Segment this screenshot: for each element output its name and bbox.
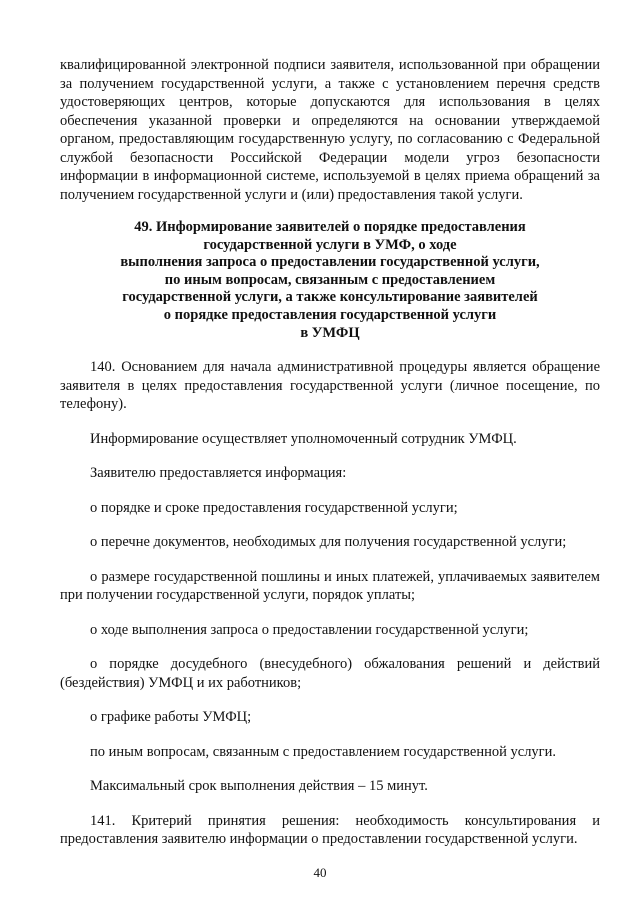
section-heading-line: выполнения запроса о предоставлении государственной услуги, — [120, 254, 540, 271]
section-heading-line: о порядке предоставления государственной услуги — [163, 306, 497, 323]
section-heading — [60, 219, 600, 342]
page-number: 40 — [313, 865, 327, 880]
list-item: о ходе выполнения запроса о предоставлении государственной услуги; — [90, 621, 529, 638]
paragraph: Информирование осуществляет уполномоченный сотрудник УМФЦ. — [90, 430, 517, 447]
list-item: о перечне документов, необходимых для получения государственной услуги; — [90, 534, 567, 551]
list-item: о порядке досудебного (внесудебного) обжалования решений и действий (бездействия) УМФЦ и их работников; — [60, 656, 600, 691]
paragraph: Максимальный срок выполнения действия – 15 минут. — [90, 778, 428, 795]
section-heading-line: по иным вопросам, связанным с предоставлением — [164, 271, 496, 288]
section-heading-line: государственной услуги, а также консультирование заявителей — [122, 289, 538, 306]
list-item: о графике работы УМФЦ; — [90, 709, 252, 726]
paragraph-141: 141. Критерий принятия решения: необходимость консультирования и предоставления заявителю информации о предоставлении государственной услуги. — [60, 812, 600, 848]
section-heading-line: государственной услуги в УМФ, о ходе — [203, 236, 457, 253]
list-item: о порядке и сроке предоставления государственной услуги; — [90, 499, 458, 516]
section-heading-line: 49. Информирование заявителей о порядке предоставления — [134, 219, 526, 235]
paragraph: Заявителю предоставляется информация: — [90, 465, 347, 482]
section-heading-line: в УМФЦ — [300, 324, 360, 341]
document-page — [60, 56, 600, 849]
list-item: по иным вопросам, связанным с предоставлением государственной услуги. — [90, 743, 557, 760]
paragraph-140: 140. Основанием для начала административной процедуры является обращение заявителя в целях предоставления государственной услуги (личное посещение, по телефону). — [60, 359, 600, 413]
list-item: о размере государственной пошлины и иных платежей, уплачиваемых заявителем при получении государственной услуги, порядок уплаты; — [60, 568, 600, 604]
intro-paragraph: квалифицированной электронной подписи заявителя, использованной при обращении за получением государственной услуги, а также с установлением перечня средств удостоверяющих центров, которые допускаются для использования в целях обеспечения указанной проверки и определяются на основании утверждаемой органом, предоставляющим государственную услугу, по согласованию с Федеральной службой безопасности Российской Федерации модели угроз безопасности информации в информационной системе, используемой в целях приема обращений за получением государственной услуги и (или) предоставления такой услуги. — [60, 57, 600, 203]
